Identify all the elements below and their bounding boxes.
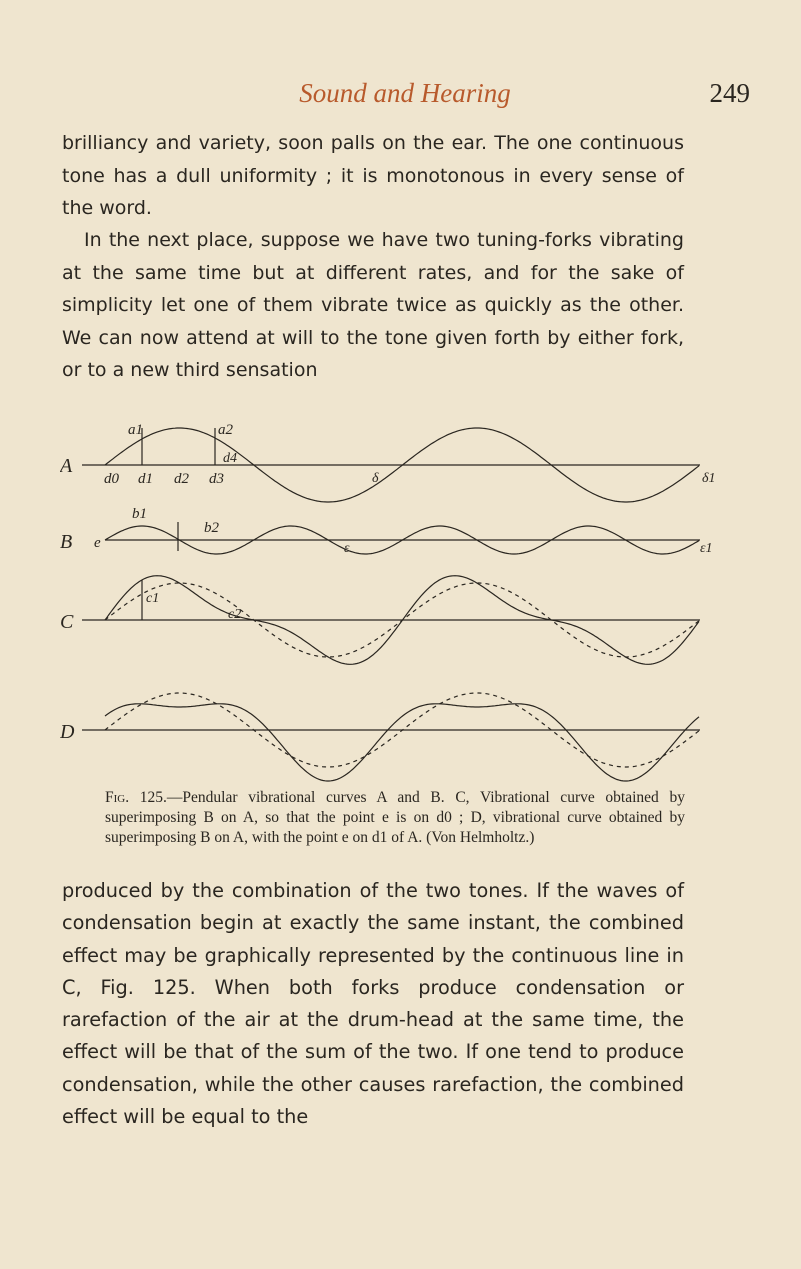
- caption-lead: Fig. 125.: [105, 789, 167, 806]
- page-number: 249: [709, 78, 750, 108]
- label-b1: b1: [132, 506, 147, 522]
- label-epsilon: ε: [344, 541, 350, 556]
- vibrational-curves-diagram: [60, 420, 760, 790]
- row-label-b: B: [60, 531, 73, 553]
- label-a1: a1: [128, 422, 143, 438]
- label-a2: a2: [218, 422, 233, 438]
- paragraph-3: produced by the combination of the two tones. If the waves of condensation begin at exactly the same instant, the combined effect may be graphically represented by the continuous line in C, Fig. 125. When both forks produce condensation or rarefaction of the air at the drum-head at the same time, the effect will be that of the sum of the two. If one tend to produce condensation, while the other causes rarefaction, the combined effect will be equal to the: [62, 879, 684, 1129]
- row-label-a: A: [60, 455, 73, 477]
- label-d1: d1: [138, 471, 153, 487]
- label-delta1: δ1: [702, 471, 716, 486]
- label-d2: d2: [174, 471, 189, 487]
- label-c2: c2: [228, 607, 242, 622]
- paragraph-1: brilliancy and variety, soon palls on the ear. The one continuous tone has a dull uniformity ; it is monotonous in every sense of the word.: [62, 132, 684, 219]
- running-title: Sound and Hearing: [299, 78, 511, 108]
- figure-caption: [105, 788, 685, 847]
- label-b2: b2: [204, 520, 219, 536]
- row-label-c: C: [60, 611, 74, 633]
- row-label-d: D: [60, 721, 75, 743]
- figure-125: [60, 420, 760, 790]
- label-d0: d0: [104, 471, 119, 487]
- label-d3: d3: [209, 471, 224, 487]
- label-c1: c1: [146, 591, 160, 606]
- label-delta: δ: [372, 471, 379, 486]
- label-d4: d4: [223, 451, 237, 466]
- label-e: e: [94, 535, 101, 551]
- paragraph-2: In the next place, suppose we have two tuning-forks vibrating at the same time but at different rates, and for the sake of simplicity let one of them vibrate twice as quickly as the other. We can now attend at will to the tone given forth by either fork, or to a new third sensation: [62, 229, 684, 381]
- curve-d: [105, 704, 699, 781]
- page-header: [60, 78, 750, 118]
- caption-text: —Pendular vibrational curves A and B. C, Vibrational curve obtained by superimposing B on A, so that the point e is on d0 ; D, vibrational curve obtained by superimposing B on A, with the point e on d1 of A. (Von Helmholtz.): [105, 789, 685, 846]
- label-epsilon1: ε1: [700, 541, 713, 556]
